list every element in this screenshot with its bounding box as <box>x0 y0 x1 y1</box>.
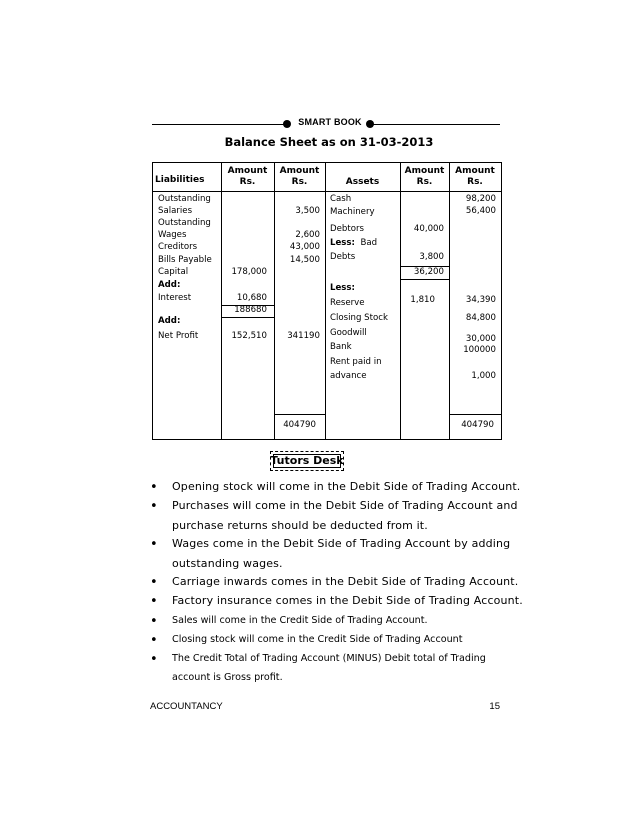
asset-debtors: Debtors <box>330 224 364 234</box>
asset-advance: advance <box>330 371 367 381</box>
book-name: SMART BOOK <box>298 117 362 127</box>
liab-capital: Capital <box>158 267 189 277</box>
balance-sheet-table <box>152 162 502 440</box>
header-rule-left <box>152 124 286 125</box>
asset-machinery: Machinery <box>330 207 375 217</box>
header-amount: Amount <box>279 166 320 176</box>
asset-rent-paid: Rent paid in <box>330 357 382 367</box>
net-profit-value: 152,510 <box>231 331 267 341</box>
debtors-net-value: 34,390 <box>465 295 496 305</box>
header-row-rule <box>153 191 501 192</box>
header-amount: Amount <box>404 166 445 176</box>
bad-label: Bad <box>360 238 378 248</box>
page-number: 15 <box>489 701 500 712</box>
liab-add: Add: <box>158 280 181 290</box>
tutor-point: Closing stock will come in the Credit Side of Trading Account <box>172 634 463 645</box>
header-rs: Rs. <box>467 177 483 187</box>
tutor-point: Carriage inwards comes in the Debit Side of Trading Account. <box>172 575 519 588</box>
header-rs: Rs. <box>416 177 433 187</box>
tutor-point-continued: outstanding wages. <box>172 557 283 570</box>
reserve-value: 1,810 <box>410 295 435 305</box>
header-rs: Rs. <box>291 177 308 187</box>
liab-outstanding: Outstanding <box>158 218 211 228</box>
liab-net-profit: Net Profit <box>158 331 199 341</box>
closing-stock-value: 84,800 <box>465 313 496 323</box>
subtotal-rule-assets-2 <box>400 279 449 280</box>
capital-total-value: 341190 <box>287 331 320 341</box>
liab-wages: Wages <box>158 230 187 240</box>
total-rule-liab <box>274 414 325 415</box>
asset-debts: Debts <box>330 252 356 262</box>
bullet-icon: • <box>150 614 158 629</box>
header-amount: Amount <box>455 166 495 176</box>
col-divider <box>274 163 275 439</box>
bullet-icon: • <box>150 480 158 495</box>
salaries-value: 3,500 <box>295 206 320 216</box>
asset-less-bad <box>330 238 377 249</box>
liab-creditors: Creditors <box>158 242 198 252</box>
tutor-point: The Credit Total of Trading Account (MINUS) Debit total of Trading <box>172 653 486 664</box>
footer-subject: ACCOUNTANCY <box>150 701 223 712</box>
net-debtors-value: 36,200 <box>413 267 444 277</box>
liab-salaries: Salaries <box>158 206 193 216</box>
creditors-value: 43,000 <box>289 242 320 252</box>
tutor-point: Opening stock will come in the Debit Side of Trading Account. <box>172 480 521 493</box>
assets-total: 404790 <box>461 420 494 430</box>
col-divider <box>325 163 326 439</box>
capital-value: 178,000 <box>231 267 267 277</box>
bullet-icon: • <box>150 499 158 514</box>
header-liabilities: Liabilities <box>155 175 205 185</box>
header-amount: Amount <box>227 166 268 176</box>
page-title: Balance Sheet as on 31-03-2013 <box>224 135 434 149</box>
tutor-point: Purchases will come in the Debit Side of Trading Account and <box>172 499 518 512</box>
bullet-icon: • <box>150 575 158 590</box>
interest-value: 10,680 <box>236 293 267 303</box>
bullet-icon: • <box>150 594 158 609</box>
bullet-icon: • <box>150 537 158 552</box>
tutor-point: Wages come in the Debit Side of Trading Account by adding <box>172 537 511 550</box>
tutor-point-continued: account is Gross profit. <box>172 672 283 683</box>
wages-value: 2,600 <box>295 230 320 240</box>
tutor-point: Sales will come in the Credit Side of Trading Account. <box>172 615 428 626</box>
tutor-point: Factory insurance comes in the Debit Side of Trading Account. <box>172 594 523 607</box>
bullet-icon: • <box>150 633 158 648</box>
tutor-point-continued: purchase returns should be deducted from it. <box>172 519 428 532</box>
header-assets: Assets <box>345 177 380 187</box>
asset-reserve: Reserve <box>330 298 365 308</box>
header-dot-left <box>283 120 291 128</box>
asset-cash: Cash <box>330 194 352 204</box>
liab-add: Add: <box>158 316 181 326</box>
liab-outstanding: Outstanding <box>158 194 211 204</box>
total-rule-assets <box>449 414 501 415</box>
asset-goodwill: Goodwill <box>330 328 367 338</box>
less-label: Less: <box>330 238 355 248</box>
goodwill-value: 30,000 <box>465 334 496 344</box>
asset-bank: Bank <box>330 342 352 352</box>
header-rs: Rs. <box>239 177 256 187</box>
asset-closing-stock: Closing Stock <box>330 313 388 323</box>
bad-debts-value: 3,800 <box>419 252 444 262</box>
tutors-desk-title: Tutors Desk <box>270 454 344 467</box>
rent-value: 1,000 <box>471 371 496 381</box>
header-rule-right <box>372 124 500 125</box>
liabilities-total: 404790 <box>283 420 316 430</box>
liab-bills-payable: Bills Payable <box>158 255 212 265</box>
asset-less: Less: <box>330 283 355 293</box>
subtotal-value: 188680 <box>234 305 267 315</box>
debtors-value: 40,000 <box>413 224 444 234</box>
bank-value: 100000 <box>463 345 496 355</box>
cash-value: 98,200 <box>465 194 496 204</box>
bullet-icon: • <box>150 652 158 667</box>
liab-interest: Interest <box>158 293 192 303</box>
subtotal-rule-liab-2 <box>221 317 274 318</box>
bills-payable-value: 14,500 <box>289 255 320 265</box>
machinery-value: 56,400 <box>465 206 496 216</box>
